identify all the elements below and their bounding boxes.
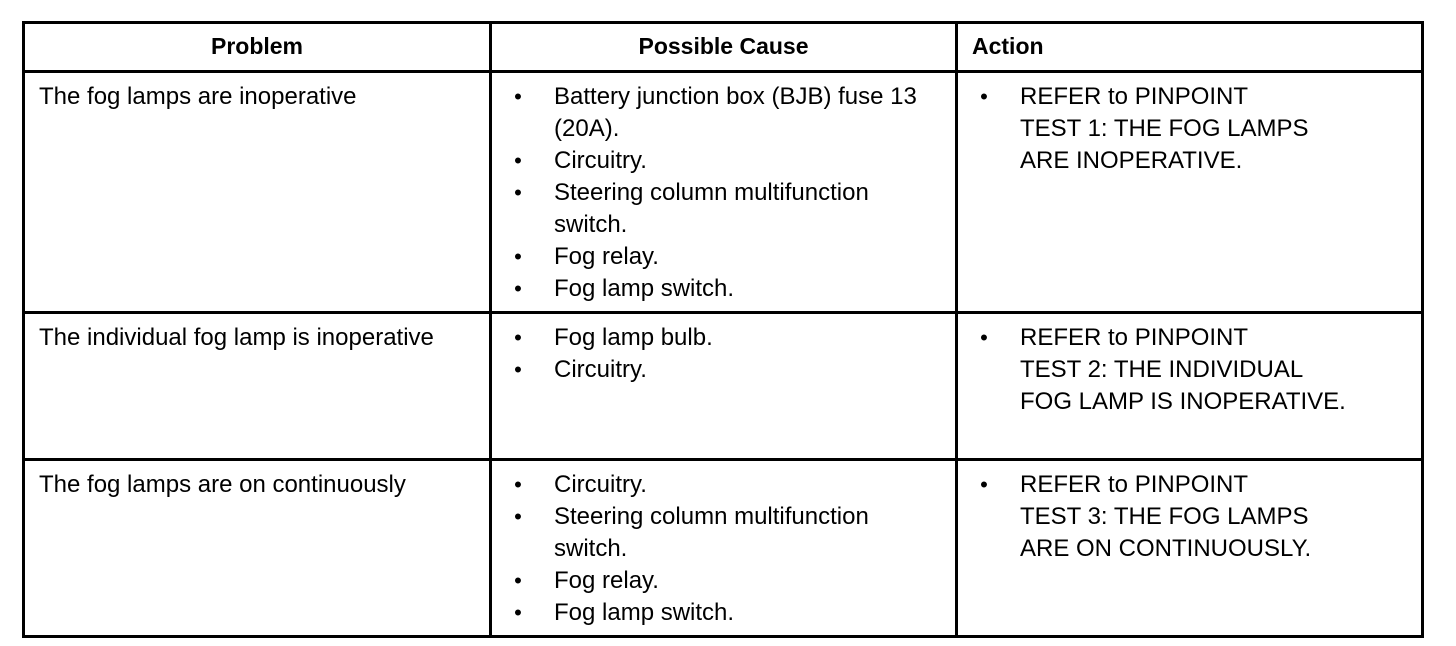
bullet-icon: • xyxy=(514,357,522,382)
action-list xyxy=(972,469,1407,565)
action-item: • REFER to PINPOINT TEST 3: THE FOG LAMPS ARE ON CONTINUOUSLY. xyxy=(972,469,1407,565)
cause-item: • Steering column multifunction switch. xyxy=(506,501,941,565)
bullet-icon: • xyxy=(514,148,522,173)
table-row xyxy=(24,313,1423,460)
problem-cell: The fog lamps are on continuously xyxy=(24,460,491,637)
bullet-icon: • xyxy=(514,180,522,205)
cause-item: • Battery junction box (BJB) fuse 13 (20A). xyxy=(506,81,941,145)
bullet-icon: • xyxy=(514,84,522,109)
bullet-icon: • xyxy=(514,325,522,350)
problem-cell: The fog lamps are inoperative xyxy=(24,72,491,313)
cause-list xyxy=(506,469,941,629)
header-action: Action xyxy=(957,23,1423,72)
bullet-icon: • xyxy=(514,472,522,497)
cause-item: • Circuitry. xyxy=(506,145,941,177)
bullet-icon: • xyxy=(514,276,522,301)
header-row xyxy=(24,23,1423,72)
table-row xyxy=(24,460,1423,637)
action-cell xyxy=(957,313,1423,460)
action-cell xyxy=(957,72,1423,313)
problem-cell: The individual fog lamp is inoperative xyxy=(24,313,491,460)
cause-item: • Circuitry. xyxy=(506,469,941,501)
cause-list xyxy=(506,81,941,305)
header-problem: Problem xyxy=(24,23,491,72)
action-cell xyxy=(957,460,1423,637)
header-possible-cause: Possible Cause xyxy=(491,23,957,72)
cause-cell xyxy=(491,460,957,637)
bullet-icon: • xyxy=(980,325,988,350)
bullet-icon: • xyxy=(980,84,988,109)
cause-item: • Fog relay. xyxy=(506,565,941,597)
cause-item: • Fog lamp switch. xyxy=(506,597,941,629)
cause-item: • Circuitry. xyxy=(506,354,941,386)
bullet-icon: • xyxy=(514,568,522,593)
cause-item: • Fog lamp switch. xyxy=(506,273,941,305)
action-list xyxy=(972,322,1407,418)
action-list xyxy=(972,81,1407,177)
bullet-icon: • xyxy=(514,600,522,625)
symptom-chart-table xyxy=(22,21,1424,638)
action-item: • REFER to PINPOINT TEST 2: THE INDIVIDUAL FOG LAMP IS INOPERATIVE. xyxy=(972,322,1407,418)
bullet-icon: • xyxy=(980,472,988,497)
cause-cell xyxy=(491,72,957,313)
table-row xyxy=(24,72,1423,313)
cause-item: • Fog relay. xyxy=(506,241,941,273)
bullet-icon: • xyxy=(514,504,522,529)
cause-list xyxy=(506,322,941,386)
cause-cell xyxy=(491,313,957,460)
cause-item: • Steering column multifunction switch. xyxy=(506,177,941,241)
cause-item: • Fog lamp bulb. xyxy=(506,322,941,354)
action-item: • REFER to PINPOINT TEST 1: THE FOG LAMPS ARE INOPERATIVE. xyxy=(972,81,1407,177)
bullet-icon: • xyxy=(514,244,522,269)
